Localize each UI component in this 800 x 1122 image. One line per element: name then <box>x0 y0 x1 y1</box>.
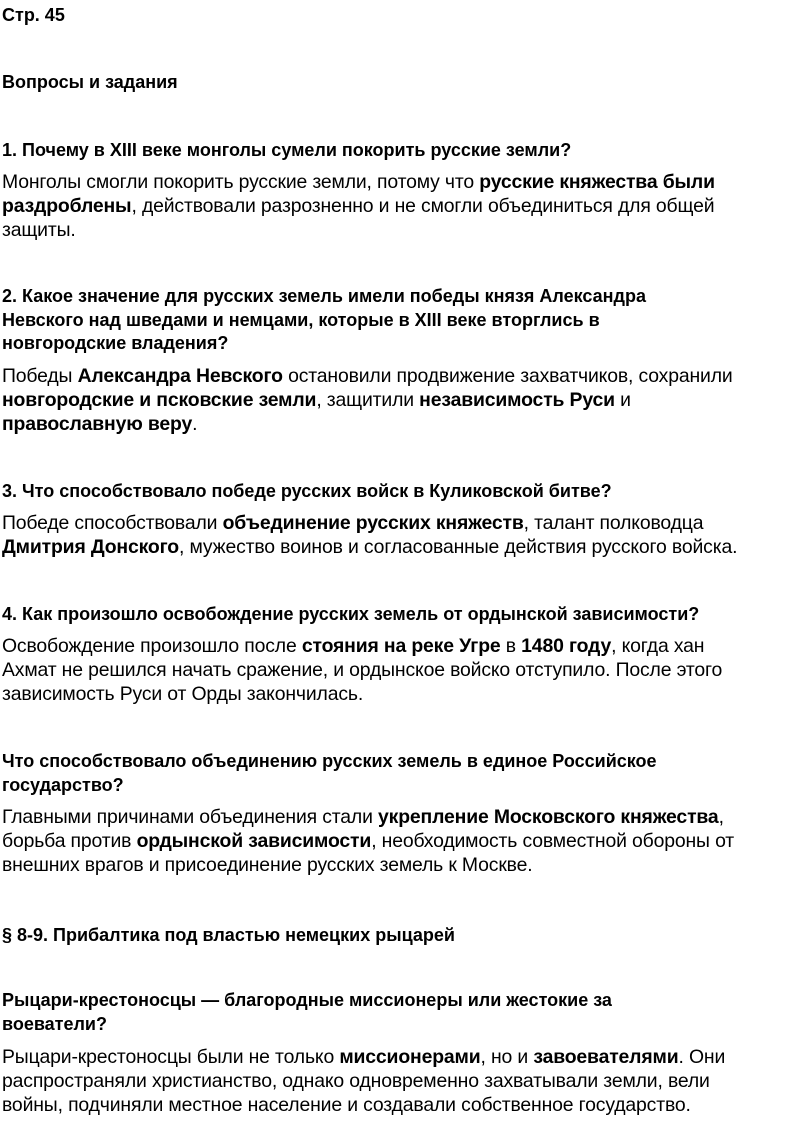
answer-5-line-1: Главными причинами объединения стали укрепление Московского княжества, <box>2 806 724 828</box>
answer-5-line-3: внешних врагов и присоединение русских земель к Москве. <box>2 854 533 876</box>
question-4: 4. Как произошло освобождение русских земель от ордынской зависимости? <box>2 604 700 624</box>
answer-2-line-1: Победы Александра Невского остановили продвижение захватчиков, сохранили <box>2 365 733 387</box>
question-6-line-1: Рыцари-крестоносцы — благородные миссионеры или жестокие за <box>2 990 612 1010</box>
answer-2-line-3: православную веру. <box>2 413 198 435</box>
answer-6-line-3: войны, подчиняли местное население и создавали собственное государство. <box>2 1094 691 1116</box>
answer-2-line-2: новгородские и псковские земли, защитили независимость Руси и <box>2 389 631 411</box>
question-2-line-1: 2. Какое значение для русских земель имели победы князя Александра <box>2 286 646 306</box>
section-title: Вопросы и задания <box>2 72 178 92</box>
answer-6-line-2: распространяли христианство, однако одновременно захватывали земли, вели <box>2 1070 710 1092</box>
answer-1-line-2: раздроблены, действовали разрозненно и не смогли объединиться для общей <box>2 195 715 217</box>
question-5-line-2: государство? <box>2 775 124 795</box>
answer-4-line-2: Ахмат не решился начать сражение, и ордынское войско отступило. После этого <box>2 659 723 681</box>
question-2-line-2: Невского над шведами и немцами, которые в XIII веке вторглись в <box>2 310 600 330</box>
section-2-title: § 8-9. Прибалтика под властью немецких рыцарей <box>2 925 455 945</box>
question-1: 1. Почему в XIII веке монголы сумели покорить русские земли? <box>2 140 572 160</box>
answer-1-line-1: Монголы смогли покорить русские земли, потому что русские княжества были <box>2 171 715 193</box>
answer-6-line-1: Рыцари-крестоносцы были не только миссионерами, но и завоевателями. Они <box>2 1046 726 1068</box>
answer-3-line-2: Дмитрия Донского, мужество воинов и согласованные действия русского войска. <box>2 536 738 558</box>
page-number: Стр. 45 <box>2 5 65 25</box>
answer-4-line-3: зависимость Руси от Орды закончилась. <box>2 683 364 705</box>
answer-1-line-3: защиты. <box>2 219 76 241</box>
answer-3-line-1: Победе способствовали объединение русских княжеств, талант полководца <box>2 512 704 534</box>
question-3: 3. Что способствовало победе русских войск в Куликовской битве? <box>2 481 612 501</box>
question-5-line-1: Что способствовало объединению русских земель в единое Российское <box>2 751 657 771</box>
question-2-line-3: новгородские владения? <box>2 333 229 353</box>
answer-5-line-2: борьба против ордынской зависимости, необходимость совместной обороны от <box>2 830 735 852</box>
answer-4-line-1: Освобождение произошло после стояния на реке Угре в 1480 году, когда хан <box>2 635 705 657</box>
question-6-line-2: воеватели? <box>2 1014 107 1034</box>
